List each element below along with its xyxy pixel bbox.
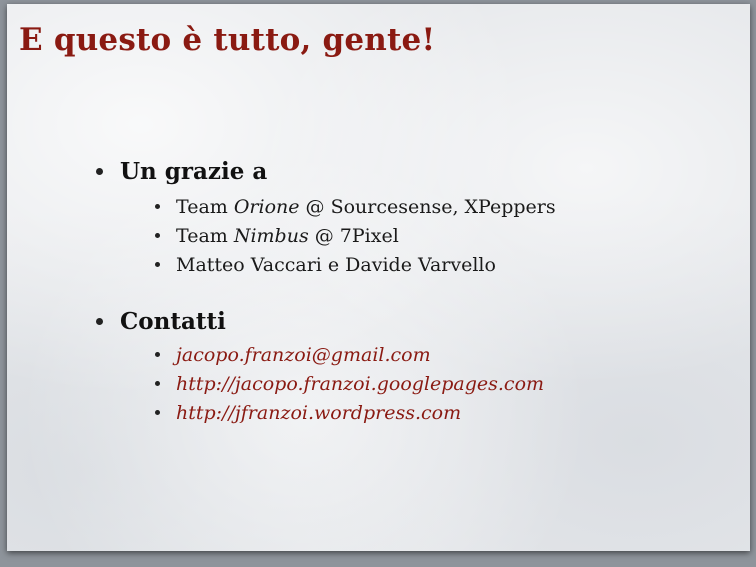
slide-title: E questo è tutto, gente! (19, 22, 436, 58)
bullet-icon (96, 318, 103, 325)
bullet-icon (96, 168, 103, 175)
thanks-heading (96, 158, 267, 185)
slide (7, 4, 750, 551)
bullet-icon (155, 410, 160, 415)
wordpress-link[interactable]: http://jfranzoi.wordpress.com (176, 402, 462, 424)
googlepages-link[interactable]: http://jacopo.franzoi.googlepages.com (176, 373, 545, 395)
list-item (155, 341, 544, 370)
bullet-icon (155, 233, 160, 238)
thanks-heading-label: Un grazie a (120, 158, 268, 185)
item-emphasis: Orione (233, 196, 300, 218)
list-item (155, 370, 544, 399)
item-prefix: Team (176, 225, 234, 247)
list-item (155, 399, 544, 428)
item-suffix: @ 7Pixel (308, 225, 399, 247)
bullet-icon (155, 381, 160, 386)
item-emphasis: Nimbus (233, 225, 309, 247)
thanks-list (155, 193, 556, 280)
list-item (155, 222, 556, 251)
item-text: Matteo Vaccari e Davide Varvello (176, 254, 496, 276)
contacts-list (155, 341, 544, 428)
item-prefix: Team (176, 196, 234, 218)
contacts-heading-label: Contatti (120, 308, 226, 335)
list-item (155, 251, 556, 280)
bullet-icon (155, 262, 160, 267)
bullet-icon (155, 352, 160, 357)
item-suffix: @ Sourcesense, XPeppers (299, 196, 556, 218)
bullet-icon (155, 204, 160, 209)
email-link[interactable]: jacopo.franzoi@gmail.com (176, 344, 431, 366)
list-item (155, 193, 556, 222)
contacts-heading (96, 308, 226, 335)
